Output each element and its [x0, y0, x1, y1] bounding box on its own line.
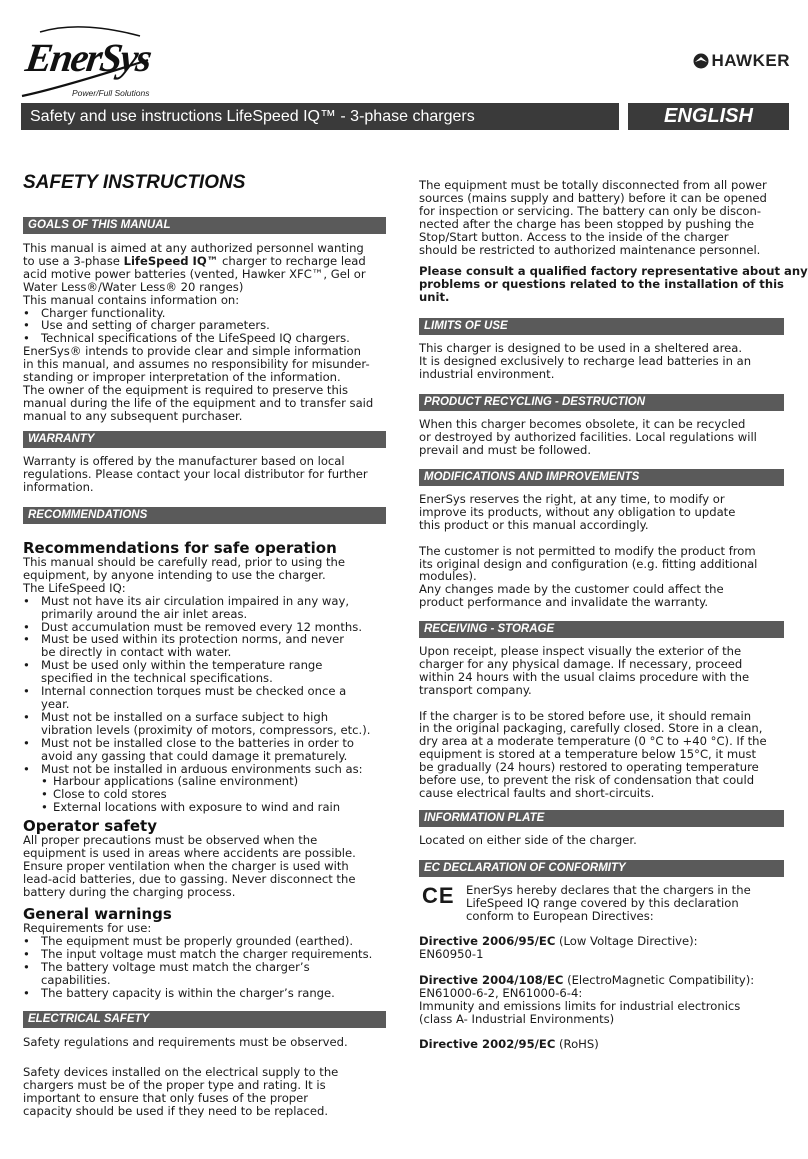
directive-id: Directive 2006/95/EC — [419, 934, 556, 948]
text-line: This manual contains information on: — [23, 292, 240, 307]
text-line: Requirements for use: — [23, 921, 152, 935]
text-line: regulations. Please contact your local distributor for further — [23, 466, 368, 481]
text-line: nected after the charge has been stopped by pushing the — [419, 216, 755, 231]
text-line: Warranty is offered by the manufacturer based on local — [23, 454, 345, 468]
list-item: • Charger functionality. — [23, 307, 386, 320]
text-line: EN61000-6-2, EN61000-6-4: — [419, 985, 583, 1000]
text-line: within 24 hours with the usual claims procedure with the — [419, 669, 750, 684]
section-plate-heading: INFORMATION PLATE — [419, 810, 784, 827]
text-line: equipment, by anyone intending to use the charger. — [23, 567, 326, 582]
page-title: SAFETY INSTRUCTIONS — [23, 172, 246, 193]
text-run: (RoHS) — [555, 1037, 599, 1052]
section-recommendations-heading: RECOMMENDATIONS — [23, 507, 386, 524]
section-goals-body — [23, 242, 386, 423]
list-item: • Use and setting of charger parameters. — [23, 319, 386, 332]
section-modifications-body — [419, 493, 787, 609]
text-line: This charger is designed to be used in a sheltered area. — [419, 341, 743, 355]
text-line: in this manual, and assumes no responsibility for misunder- — [23, 357, 370, 372]
product-name: LifeSpeed IQ™ — [123, 253, 219, 268]
text-run: (ElectroMagnetic Compatibility): — [563, 972, 755, 987]
list-item: • Internal connection torques must be checked once a — [23, 685, 386, 698]
operator-safety-title: Operator safety — [23, 817, 157, 835]
enersys-logo — [20, 18, 154, 98]
text-line: EnerSys reserves the right, at any time, to modify or — [419, 492, 725, 506]
operator-safety-body — [23, 834, 386, 899]
text-line: Ensure proper ventilation when the charger is used with — [23, 858, 349, 873]
text-line: EN60950-1 — [419, 946, 484, 961]
brand-name: EnerSys — [22, 35, 154, 80]
text-line: be directly in contact with water. — [41, 645, 232, 660]
text-line: Safety devices installed on the electrical supply to the — [23, 1064, 339, 1079]
section-ec-heading: EC DECLARATION OF CONFORMITY — [419, 860, 784, 877]
text-line: battery during the charging process. — [23, 884, 236, 899]
text-line: manual to any subsequent purchaser. — [23, 408, 243, 423]
text-line: problems or questions related to the installation of this — [419, 277, 784, 292]
text-line: conform to European Directives: — [466, 908, 654, 923]
text-line: The LifeSpeed IQ: — [23, 580, 126, 595]
directive-line — [419, 974, 787, 987]
list-item: • Harbour applications (saline environment) — [23, 775, 386, 788]
text-line: information. — [23, 479, 94, 494]
text-line: capabilities. — [41, 972, 111, 987]
section-receiving-body — [419, 645, 787, 800]
text-line: product performance and invalidate the warranty. — [419, 595, 709, 610]
general-warnings-title: General warnings — [23, 905, 172, 923]
ce-mark-icon — [422, 884, 458, 908]
text-line: acid motive power batteries (vented, Hawker XFC™, Gel or — [23, 266, 366, 281]
text-line: Safety regulations and requirements must be observed. — [23, 1035, 348, 1049]
section-receiving-heading: RECEIVING - STORAGE — [419, 621, 784, 638]
text-line: Immunity and emissions limits for industrial electronics — [419, 998, 741, 1013]
text-line: dry area at a moderate temperature (0 °C to +40 °C). If the — [419, 734, 767, 749]
text-line: Water Less®/Water Less® 20 ranges) — [23, 279, 244, 294]
text-line: avoid any gassing that could damage it prematurely. — [41, 748, 348, 763]
section-plate-body — [419, 834, 787, 847]
text-line: When this charger becomes obsolete, it can be recycled — [419, 417, 746, 431]
text-line: charger for any physical damage. If necessary, proceed — [419, 656, 743, 671]
text-line: specified in the technical specifications. — [41, 671, 273, 686]
safe-operation-title: Recommendations for safe operation — [23, 539, 337, 557]
section-limits-body — [419, 342, 787, 381]
goals-list — [23, 307, 386, 346]
text-line: The owner of the equipment is required to preserve this — [23, 382, 349, 397]
text-line: equipment is used in areas where accidents are possible. — [23, 845, 356, 860]
section-warranty-body — [23, 455, 386, 494]
text-line: improve its products, without any obligation to update — [419, 504, 736, 519]
text-line: This manual is aimed at any authorized personnel wanting — [23, 241, 364, 255]
list-item: • Close to cold stores — [23, 788, 386, 801]
text-line: equipment is stored at a temperature below 15°C, it must — [419, 747, 757, 762]
list-item: • The battery capacity is within the charger’s range. — [23, 987, 386, 1000]
section-modifications-heading: MODIFICATIONS AND IMPROVEMENTS — [419, 469, 784, 486]
text-line: or destroyed by authorized facilities. Local regulations will — [419, 429, 757, 444]
list-item: • Must not be installed in arduous environments such as: — [23, 763, 386, 776]
text-run: to use a 3-phase — [23, 253, 124, 268]
text-line: The customer is not permitted to modify the product from — [419, 543, 756, 558]
directive-line — [419, 935, 787, 948]
text-run: charger to recharge lead — [218, 253, 366, 268]
section-warranty-heading: WARRANTY — [23, 431, 386, 448]
text-line: be gradually (24 hours) restored to operating temperature — [419, 760, 759, 775]
text-line: this product or this manual accordingly. — [419, 517, 649, 532]
general-warnings-body — [23, 922, 386, 999]
text-run: (Low Voltage Directive): — [555, 934, 698, 948]
text-line: vibration levels (proximity of motors, compressors, etc.). — [41, 722, 371, 737]
list-item: • Technical specifications of the LifeSpeed IQ chargers. — [23, 332, 386, 345]
section-limits-heading: LIMITS OF USE — [419, 318, 784, 335]
text-line: standing or improper interpretation of the information. — [23, 370, 341, 385]
list-item: • The input voltage must match the charger requirements. — [23, 948, 386, 961]
text-line: in the original packaging, carefully closed. Store in a clean, — [419, 721, 763, 736]
text-line: manual during the life of the equipment and to transfer said — [23, 395, 374, 410]
text-line: Upon receipt, please inspect visually the exterior of the — [419, 644, 742, 658]
text-line: primarily around the air inlet areas. — [41, 606, 248, 621]
list-item: • Dust accumulation must be removed every 12 months. — [23, 621, 386, 634]
list-item: • Must be used only within the temperature range — [23, 659, 386, 672]
document-title: Safety and use instructions LifeSpeed IQ™ - 3-phase chargers — [21, 103, 619, 130]
text-line: unit. — [419, 290, 450, 305]
text-line — [23, 255, 386, 268]
section-recycling-body — [419, 418, 787, 457]
brand-tagline: Power/Full Solutions — [72, 88, 150, 98]
text-line: lead-acid batteries, due to gassing. Never disconnect the — [23, 871, 356, 886]
text-line: before use, to prevent the risk of condensation that could — [419, 773, 755, 788]
list-item: • External locations with exposure to wind and rain — [23, 801, 386, 814]
partner-brand: HAWKER — [711, 51, 790, 70]
disconnect-notice — [419, 178, 808, 305]
list-item: • The battery voltage must match the charger’s — [23, 961, 386, 974]
text-line: Stop/Start button. Access to the inside of the charger — [419, 229, 729, 244]
text-line: It is designed exclusively to recharge lead batteries in an — [419, 353, 752, 368]
text-line: Any changes made by the customer could affect the — [419, 582, 724, 597]
hawker-logo — [692, 51, 790, 71]
hawker-bird-icon — [692, 53, 710, 69]
safe-operation-body — [23, 556, 386, 814]
language-label: ENGLISH — [628, 103, 789, 130]
text-line: Please consult a qualified factory representative about any — [419, 264, 808, 279]
text-line: LifeSpeed IQ range covered by this declaration — [466, 895, 739, 910]
text-line: for inspection or servicing. The battery can only be discon- — [419, 203, 762, 218]
text-line: EnerSys® intends to provide clear and simple information — [23, 344, 361, 359]
text-line: If the charger is to be stored before use, it should remain — [419, 708, 752, 723]
warnings-list — [23, 935, 386, 1000]
text-line: cause electrical faults and short-circuits. — [419, 785, 655, 800]
list-item: • Must not be installed close to the batteries in order to — [23, 737, 386, 750]
text-line: (class A- Industrial Environments) — [419, 1011, 615, 1026]
text-line: industrial environment. — [419, 366, 555, 381]
text-line: EnerSys hereby declares that the chargers in the — [466, 883, 751, 897]
text-line: transport company. — [419, 682, 532, 697]
list-item: • Must not have its air circulation impaired in any way, — [23, 595, 386, 608]
ec-declaration-text — [466, 884, 796, 923]
text-line: should be restricted to authorized maintenance personnel. — [419, 242, 761, 257]
list-item: • The equipment must be properly grounded (earthed). — [23, 935, 386, 948]
text-line: its original design and configuration (e.g. fitting additional — [419, 556, 758, 571]
text-line: chargers must be of the proper type and rating. It is — [23, 1077, 326, 1092]
text-line: Located on either side of the charger. — [419, 833, 637, 847]
directive-id: Directive 2004/108/EC — [419, 972, 564, 987]
text-line: prevail and must be followed. — [419, 442, 592, 457]
text-line: capacity should be used if they need to be replaced. — [23, 1103, 329, 1118]
directive-id: Directive 2002/95/EC — [419, 1037, 556, 1052]
section-goals-heading: GOALS OF THIS MANUAL — [23, 217, 386, 234]
section-recycling-heading: PRODUCT RECYCLING - DESTRUCTION — [419, 394, 784, 411]
text-line: sources (mains supply and battery) before it can be opened — [419, 190, 767, 205]
text-line: All proper precautions must be observed when the — [23, 833, 318, 847]
text-line: year. — [41, 696, 70, 711]
text-line: The equipment must be totally disconnected from all power — [419, 178, 767, 192]
ec-directives — [419, 935, 787, 1051]
section-electrical-body — [23, 1036, 386, 1117]
list-item: • Must be used within its protection norms, and never — [23, 633, 386, 646]
ce-label: CE — [422, 883, 455, 908]
text-line: modules). — [419, 569, 477, 584]
section-electrical-heading: ELECTRICAL SAFETY — [23, 1011, 386, 1028]
text-line: important to ensure that only fuses of the proper — [23, 1090, 309, 1105]
text-line: This manual should be carefully read, prior to using the — [23, 555, 346, 569]
directive-line — [419, 1038, 787, 1051]
list-item: • Must not be installed on a surface subject to high — [23, 711, 386, 724]
recommendations-list — [23, 595, 386, 814]
